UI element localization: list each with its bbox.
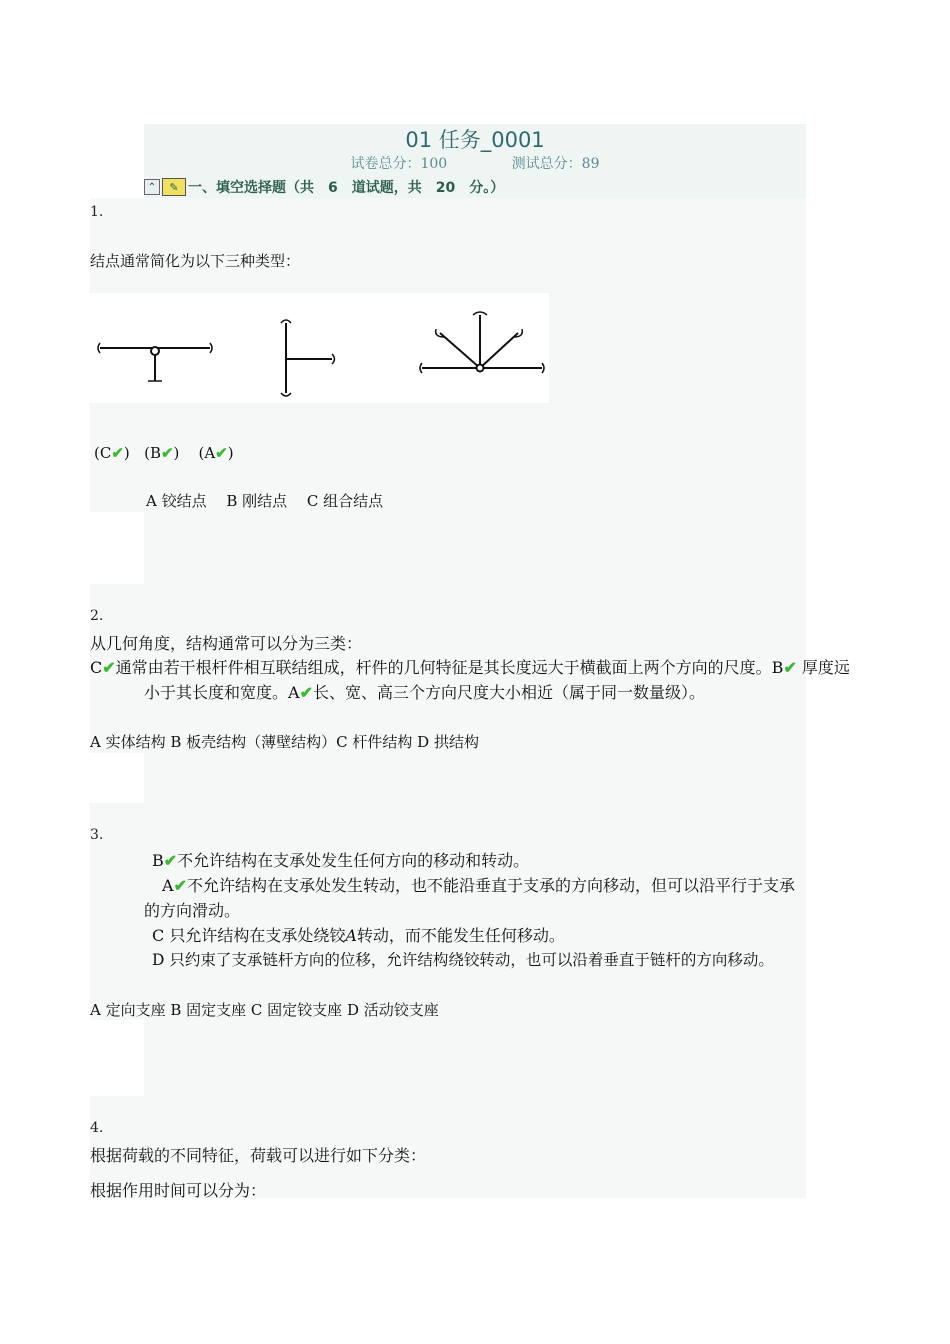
- section-title: 一、填空选择题（共 6 道试题，共 20 分。）: [188, 180, 505, 196]
- check-icon: ✔: [111, 444, 124, 462]
- question-prompt: 从几何角度，结构通常可以分为三类：: [90, 634, 363, 653]
- section-header: [144, 177, 504, 197]
- question-number: 2.: [90, 608, 104, 624]
- answer-line: C 只允许结构在支承处绕铰A转动，而不能发生任何移动。: [152, 926, 565, 945]
- check-icon: ✔: [215, 444, 228, 462]
- test-score: 测试总分：89: [511, 156, 600, 172]
- gap-block: [90, 1020, 144, 1096]
- answer-line: B✔不允许结构在支承处发生任何方向的移动和转动。: [152, 851, 530, 870]
- question-number: 4.: [90, 1120, 104, 1136]
- check-icon: ✔: [102, 658, 116, 677]
- question-number: 1.: [90, 204, 104, 220]
- check-icon: ✔: [783, 658, 797, 677]
- edit-icon[interactable]: ✎: [162, 178, 186, 196]
- check-icon: ✔: [299, 683, 313, 702]
- answer-block: C✔通常由若干根杆件相互联结组成，杆件的几何特征是其长度远大于横截面上两个方向的尺度。B✔ 厚度远小于其长度和宽度。A✔长、宽、高三个方向尺度大小相近（属于同一数量级）。: [90, 658, 850, 702]
- answer-options: A 实体结构 B 板壳结构（薄壁结构）C 杆件结构 D 拱结构: [90, 733, 479, 751]
- joint-types-diagram: [90, 293, 549, 403]
- gap-block: [90, 512, 144, 584]
- question-prompt: 根据荷载的不同特征，荷载可以进行如下分类：: [90, 1146, 427, 1165]
- answer-options: A 定向支座 B 固定支座 C 固定铰支座 D 活动铰支座: [90, 1001, 439, 1019]
- answer-row: (C✔) (B✔) (A✔): [94, 444, 234, 462]
- combined-joint-figure: [420, 312, 544, 373]
- answer-line: D 只约束了支承链杆方向的位移，允许结构绕铰转动，也可以沿着垂直于链杆的方向移动。: [152, 951, 774, 969]
- check-icon: ✔: [160, 444, 174, 462]
- question-number: 3.: [90, 827, 104, 843]
- check-icon: ✔: [173, 876, 187, 895]
- question-subprompt: 根据作用时间可以分为：: [90, 1181, 267, 1200]
- answer-line: A✔不允许结构在支承处发生转动，也不能沿垂直于支承的方向移动，但可以沿平行于支承的方向滑动。: [144, 876, 795, 920]
- gap-block: [90, 753, 144, 803]
- total-score: 试卷总分：100: [350, 156, 448, 172]
- page-title: 01 任务_0001: [405, 128, 545, 152]
- collapse-icon[interactable]: ⌃: [144, 179, 160, 195]
- check-icon: ✔: [163, 851, 178, 870]
- rigid-joint-figure: [281, 320, 335, 396]
- hinge-joint-figure: [98, 343, 212, 381]
- answer-options: A 铰结点 B 刚结点 C 组合结点: [146, 492, 384, 510]
- score-line: [144, 153, 806, 173]
- question-prompt: 结点通常简化为以下三种类型：: [90, 252, 301, 270]
